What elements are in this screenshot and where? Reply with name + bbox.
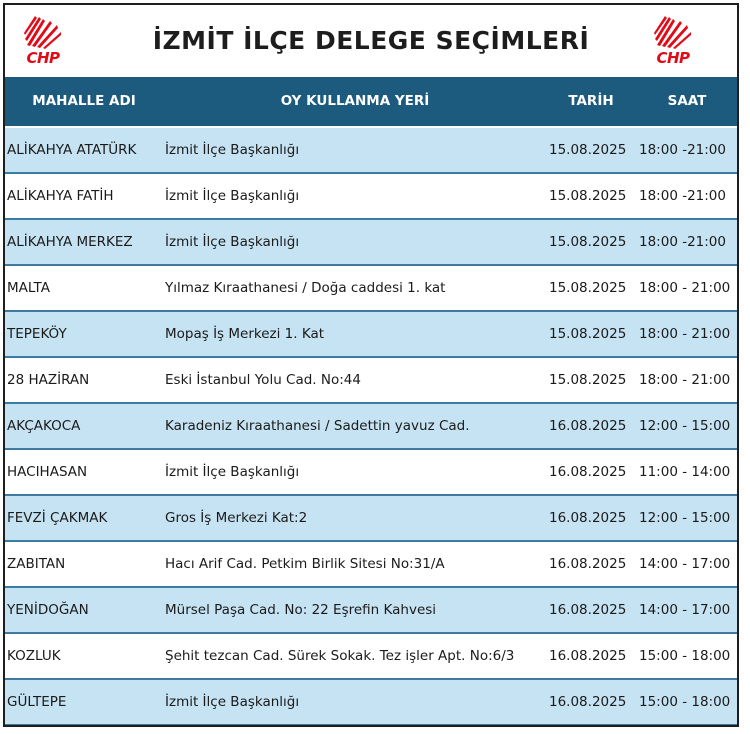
cell-saat: 14:00 - 17:00 [639,556,731,572]
cell-saat: 18:00 - 21:00 [639,372,731,388]
cell-mahalle: GÜLTEPE [7,694,67,710]
cell-saat: 15:00 - 18:00 [639,648,731,664]
cell-mahalle: TEPEKÖY [7,326,67,342]
cell-yer: Mopaş İş Merkezi 1. Kat [165,326,325,342]
cell-yer: İzmit İlçe Başkanlığı [165,142,300,158]
cell-yer: Yılmaz Kıraathanesi / Doğa caddesi 1. kat [165,280,446,296]
table-header [5,77,737,128]
cell-tarih: 15.08.2025 [549,372,627,388]
cell-tarih: 16.08.2025 [549,556,627,572]
page-title: İZMİT İLÇE DELEGE SEÇİMLERİ [152,26,590,55]
cell-saat: 11:00 - 14:00 [639,464,731,480]
cell-tarih: 15.08.2025 [549,326,627,342]
table-row [5,174,737,220]
cell-mahalle: FEVZİ ÇAKMAK [7,510,108,526]
table-body [5,128,737,726]
cell-yer: Karadeniz Kıraathanesi / Sadettin yavuz Cad. [165,418,470,434]
cell-mahalle: HACIHASAN [7,464,88,480]
cell-saat: 14:00 - 17:00 [639,602,731,618]
cell-tarih: 16.08.2025 [549,694,627,710]
cell-tarih: 16.08.2025 [549,648,627,664]
cell-yer: Şehit tezcan Cad. Sürek Sokak. Tez işler Apt. No:6/3 [165,648,515,664]
table-row [5,128,737,174]
table-row [5,680,737,726]
cell-mahalle: KOZLUK [7,648,61,664]
cell-yer: Eski İstanbul Yolu Cad. No:44 [165,372,361,388]
cell-tarih: 15.08.2025 [549,234,627,250]
cell-tarih: 16.08.2025 [549,418,627,434]
table-row [5,266,737,312]
cell-saat: 12:00 - 15:00 [639,510,731,526]
table-row [5,496,737,542]
cell-tarih: 16.08.2025 [549,464,627,480]
cell-saat: 18:00 -21:00 [639,142,726,158]
cell-tarih: 15.08.2025 [549,280,627,296]
cell-yer: İzmit İlçe Başkanlığı [165,234,300,250]
table-row [5,542,737,588]
cell-yer: İzmit İlçe Başkanlığı [165,188,300,204]
column-header-mahalle: MAHALLE ADI [32,93,136,109]
title-bar [5,5,737,77]
cell-tarih: 15.08.2025 [549,142,627,158]
election-table-frame [3,3,739,727]
cell-mahalle: MALTA [7,280,50,296]
cell-yer: İzmit İlçe Başkanlığı [165,694,300,710]
table-row [5,634,737,680]
six-arrows-icon [653,15,693,49]
cell-yer: İzmit İlçe Başkanlığı [165,464,300,480]
cell-saat: 18:00 - 21:00 [639,326,731,342]
cell-saat: 12:00 - 15:00 [639,418,731,434]
cell-mahalle: YENİDOĞAN [7,602,89,618]
cell-mahalle: ALİKAHYA MERKEZ [7,234,133,250]
cell-mahalle: 28 HAZİRAN [7,372,90,388]
cell-yer: Mürsel Paşa Cad. No: 22 Eşrefin Kahvesi [165,602,437,618]
cell-tarih: 16.08.2025 [549,510,627,526]
cell-mahalle: AKÇAKOCA [7,418,81,434]
chp-logo-right [647,15,699,69]
cell-tarih: 16.08.2025 [549,602,627,618]
cell-saat: 15:00 - 18:00 [639,694,731,710]
column-header-tarih: TARİH [568,93,614,109]
cell-mahalle: ZABITAN [7,556,66,572]
column-header-yer: OY KULLANMA YERİ [280,93,430,109]
chp-logo-text: CHP [656,49,690,67]
cell-saat: 18:00 - 21:00 [639,280,731,296]
chp-logo-text: CHP [26,49,60,67]
table-row [5,358,737,404]
column-header-saat: SAAT [667,93,707,109]
cell-yer: Gros İş Merkezi Kat:2 [165,510,308,526]
table-row [5,220,737,266]
table-row [5,588,737,634]
cell-mahalle: ALİKAHYA ATATÜRK [7,142,137,158]
cell-saat: 18:00 -21:00 [639,234,726,250]
cell-saat: 18:00 -21:00 [639,188,726,204]
table-row [5,450,737,496]
table-row [5,404,737,450]
cell-mahalle: ALİKAHYA FATİH [7,188,114,204]
cell-tarih: 15.08.2025 [549,188,627,204]
cell-yer: Hacı Arif Cad. Petkim Birlik Sitesi No:31/A [165,556,445,572]
table-row [5,312,737,358]
